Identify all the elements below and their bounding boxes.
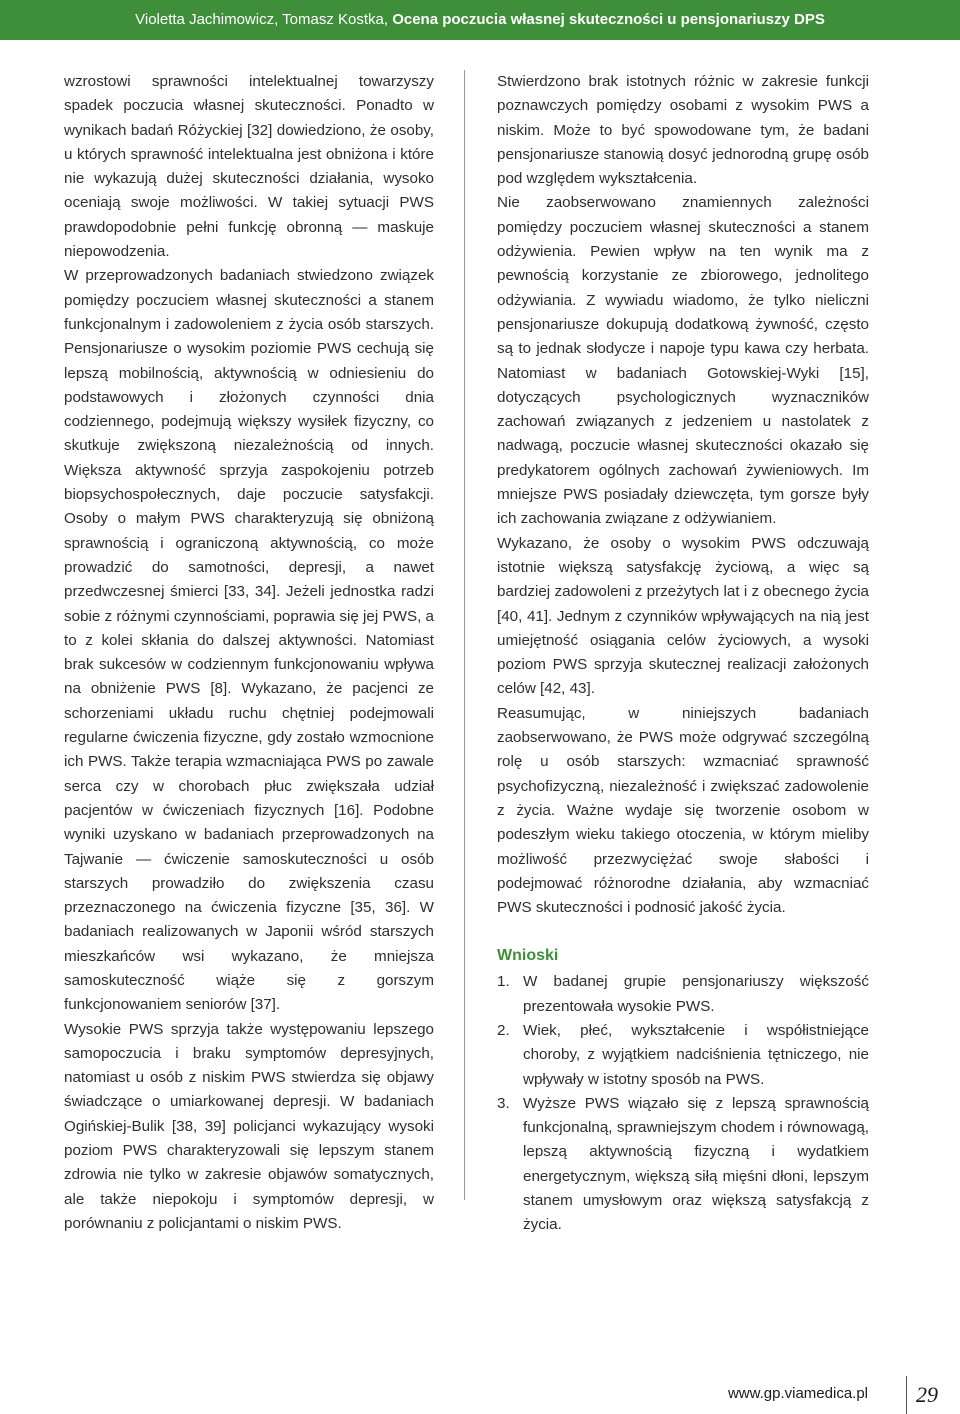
page-number: 29 xyxy=(916,1382,938,1407)
right-column xyxy=(497,70,869,1238)
body-paragraph: Stwierdzono brak istotnych różnic w zakresie funkcji poznawczych pomiędzy osobami z wysokim PWS a niskim. Może to być spowodowane tym, że badani pensjonariusze stanowią dosyć jednorodną grupę osób pod względem wykształcenia. xyxy=(497,73,869,188)
header-title: Ocena poczucia własnej skuteczności u pensjonariuszy DPS xyxy=(392,11,825,28)
left-column xyxy=(64,70,434,1236)
body-paragraph: Wysokie PWS sprzyja także występowaniu lepszego samopoczucia i braku symptomów depresyjnych, natomiast u osób z niskim PWS stwierdza się objawy świadczące o umiarkowanej depresji. W badaniach Ogińskiej-Bulik [38, 39] policjanci wykazujący wysoki poziom PWS charakteryzowali się lepszym stanem zdrowia nie tylko w zakresie objawów somatycznych, ale także niepokoju i symptomów depresji, w porównaniu z policjantami o niskim PWS. xyxy=(64,1020,434,1232)
conclusion-item xyxy=(497,970,869,1019)
running-header xyxy=(0,0,960,40)
conclusion-number: 1. xyxy=(497,973,510,991)
conclusions-list xyxy=(497,970,869,1237)
footer-url: www.gp.viamedica.pl xyxy=(727,1385,868,1402)
body-paragraph: Wykazano, że osoby o wysokim PWS odczuwają istotnie większą satysfakcję życiową, a więc są bardziej zadowoleni z przeżytych lat i z obecnego życia [40, 41]. Jednym z czynników wpływających na nią jest umiejętność osiągania celów życiowych, a wysoki poziom PWS sprzyja skutecznej realizacji założonych celów [42, 43]. xyxy=(497,534,869,698)
column-divider xyxy=(464,70,465,1200)
conclusions-heading: Wnioski xyxy=(497,947,559,965)
body-paragraph: W przeprowadzonych badaniach stwiedzono związek pomiędzy poczuciem własnej skuteczności a stanem funkcjonalnym i zadowoleniem z życia osób starszych. Pensjonariusze o wysokim poziomie PWS cechują się lepszą mobilnością, aktywnością w odniesieniu do podstawowych i złożonych czynności dnia codziennego, podejmują większy wysiłek fizyczny, co skutkuje zwiększoną niezależnością od innych. Większa aktywność sprzyja zaspokojeniu potrzeb biopsychospołecznych, daje poczucie satysfakcji. Osoby o małym PWS charakteryzują się obniżoną sprawnością i ograniczoną aktywnością, co może prowadzić do samotności, depresji, a nawet przedwczesnej śmierci [33, 34]. Jeżeli jednostka radzi sobie z różnymi czynnościami, poprawia się jej PWS, a to z kolei skłania do dalszej aktywności. Natomiast brak sukcesów w codziennym funkcjonowaniu wpływa na obniżenie PWS [8]. Wykazano, że pacjenci ze schorzeniami układu ruchu chętniej podejmowali regularne ćwiczenia fizyczne, gdy zostało wzmocnione ich PWS. Także terapia wzmacniająca PWS po zawale serca czy w chorobach płuc zwiększała udział pacjentów w ćwiczeniach fizycznych [16]. Podobne wyniki uzyskano w badaniach przeprowadzonych na Tajwanie — ćwiczenie samoskuteczności u osób starszych prowadziło do zwiększenia czasu przeznaczonego na ćwiczenia fizyczne [35, 36]. W badaniach realizowanych w Japonii wśród starszych mieszkańców wsi wykazano, że mniejsza samoskuteczność wiąże się z gorszym funkcjonowaniem seniorów [37]. xyxy=(64,267,434,1014)
body-paragraph: Reasumując, w niniejszych badaniach zaobserwowano, że PWS może odgrywać szczególną rolę u osób starszych: wzmacniać sprawność psychofizyczną, niezależność i zwiększać zadowolenie z życia. Ważne wydaje się tworzenie osobom w podeszłym wieku takiego otoczenia, w którym mieliby możliwość przezwyciężać swoje słabości i podejmować różnorodne działania, aby wzmacniać PWS skuteczności i podnosić jakość życia. xyxy=(497,704,869,917)
body-paragraph: Nie zaobserwowano znamiennych zależności pomiędzy poczuciem własnej skuteczności a stanem odżywienia. Pewien wpływ na ten wynik ma z pewnością korzystanie ze zbiorowego, jednolitego odżywiania. Z wywiadu wiadomo, że tylko nieliczni pensjonariusze dokupują dodatkową żywność, często są to jednak słodycze i napoje typu kawa czy herbata. Natomiast w badaniach Gotowskiej-Wyki [15], dotyczących psychologicznych wyznaczników zachowań związanych z jedzeniem u nastolatek z nadwagą, poczucie własnej skuteczności okazało się predykatorem ogólnych zachowań żywieniowych. Im mniejsze PWS posiadały dziewczęta, tym gorsze były ich zachowania związane z odżywianiem. xyxy=(497,194,869,528)
header-authors: Violetta Jachimowicz, Tomasz Kostka, xyxy=(135,11,393,28)
conclusion-text: W badanej grupie pensjonariuszy większość prezentowała wysokie PWS. xyxy=(523,973,869,1015)
conclusion-item xyxy=(497,1092,869,1238)
conclusion-number: 2. xyxy=(497,1021,510,1039)
conclusion-number: 3. xyxy=(497,1094,510,1112)
conclusion-item xyxy=(497,1019,869,1092)
conclusion-text: Wiek, płeć, wykształcenie i współistniejące choroby, z wyjątkiem nadciśnienia tętniczego, nie wpływały w istotny sposób na PWS. xyxy=(523,1021,869,1088)
body-paragraph: wzrostowi sprawności intelektualnej towarzyszy spadek poczucia własnej skuteczności. Ponadto w wynikach badań Różyckiej [32] dowiedziono, że osoby, u których sprawność intelektualna jest obniżona i które nie wykazują dużej skuteczności działania, wysoko oceniają swoje możliwości. W takiej sytuacji PWS prawdopodobnie pełni funkcję obronną — maskuje niepowodzenia. xyxy=(64,73,434,261)
footer-divider xyxy=(906,1376,907,1414)
conclusion-text: Wyższe PWS wiązało się z lepszą sprawnością funkcjonalną, sprawniejszym chodem i równowagą, lepszą aktywnością fizyczną i wydatkiem energetycznym, większą siłą mięśni dłoni, lepszym stanem umysłowym oraz większą satysfakcją z życia. xyxy=(523,1094,869,1234)
